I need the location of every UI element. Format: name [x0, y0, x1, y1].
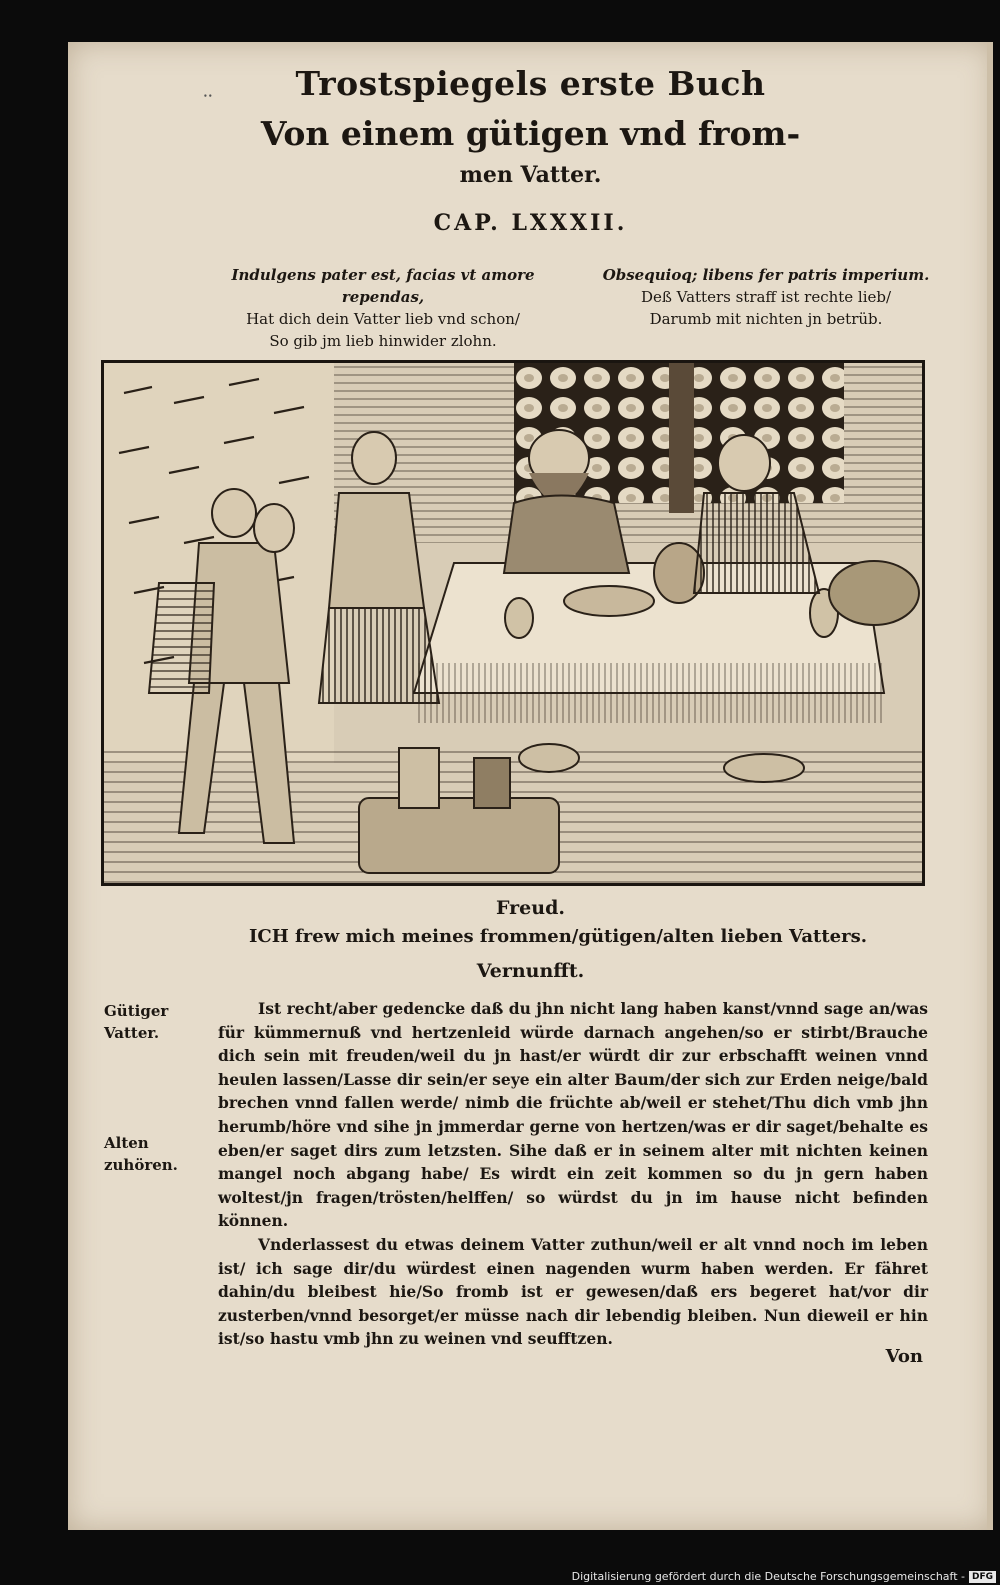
chapter-number: CAP. LXXXII. [433, 210, 628, 236]
speaker-freud: Freud. [496, 897, 565, 919]
dfg-logo-icon: DFG [969, 1571, 996, 1583]
digitization-footer [572, 1570, 996, 1583]
running-head: Trostspiegels erste Buch [295, 64, 766, 103]
motto-left-latin: Indulgens pater est, facias vt amore rependas, [231, 266, 535, 306]
motto-right-line-2: Darumb mit nichten jn betrüb. [649, 310, 883, 328]
motto-right-latin: Obsequioq; libens fer patris imperium. [602, 266, 930, 284]
marginal-note-alten-zuhoren: Alten zuhören. [104, 1134, 178, 1174]
paragraph-1: Ist recht/aber gedencke daß du jhn nicht lang haben kanst/vnnd sage an/was für kümmernuß vnd hertzenleid würde darnach angehen/so er stirbt/Brauche dich sein mit freuden/weil du jn hast/er würdt dir zur erbschafft weinen vnnd heulen lassen/Lasse dir sein/er seye ein alter Baum/der sich zur Erden neige/bald brechen vnnd fallen werde/ nimb die früchte ab/weil er stehet/Thu dich vmb jhn herumb/höre vnd sihe jn jmmerdar gerne von hertzen/was er dir saget/behalte es eben/er saget dirs zum letzsten. Sihe daß er in seinem alter mit nichten keinen mangel noch abgang habe/ Es wirdt ein zeit kommen so du jn gern haben woltest/jn fragen/trösten/helffen/ so würdst du jn im hause nicht befinden können. [218, 999, 928, 1231]
footer-credit: Digitalisierung gefördert durch die Deutsche Forschungsgemeinschaft - [571, 1570, 965, 1583]
motto-left-line-2: So gib jm lieb hinwider zlohn. [269, 332, 497, 350]
paragraph-2: Vnderlassest du etwas deinem Vatter zuthun/weil er alt vnnd noch im leben ist/ ich sage dir/du würdest einen nagenden wurm haben werden. Er fähret dahin/du bleibest hie/So fromb ist er gewesen/daß ers begeret hat/vor dir zusterben/vnnd besorget/er müsse nach dir lebendig bleiben. Nun dieweil er hin ist/so hastu vmb jhn zu weinen vnd seufftzen. [218, 1234, 928, 1349]
chapter-title-line-2: men Vatter. [459, 162, 602, 188]
speaker-vernunfft: Vernunfft. [476, 960, 585, 982]
body-text [218, 997, 928, 1351]
motto-right [596, 264, 936, 330]
woodcut-drawing [104, 363, 922, 883]
freud-speech: ICH frew mich meines frommen/gütigen/alten lieben Vatters. [249, 926, 867, 947]
book-page [68, 42, 993, 1530]
motto-left [198, 264, 568, 352]
chapter-title-line-1: Von einem gütigen vnd from- [260, 114, 801, 153]
motto-right-line-1: Deß Vatters straff ist rechte lieb/ [640, 288, 892, 306]
catchword: Von [885, 1346, 923, 1367]
ink-speck: ⸱⸱ [203, 86, 213, 107]
motto-left-line-1: Hat dich dein Vatter lieb vnd schon/ [246, 310, 520, 328]
woodcut-illustration [101, 360, 925, 886]
marginal-note-gutiger-vatter: Gütiger Vatter. [104, 1002, 169, 1042]
